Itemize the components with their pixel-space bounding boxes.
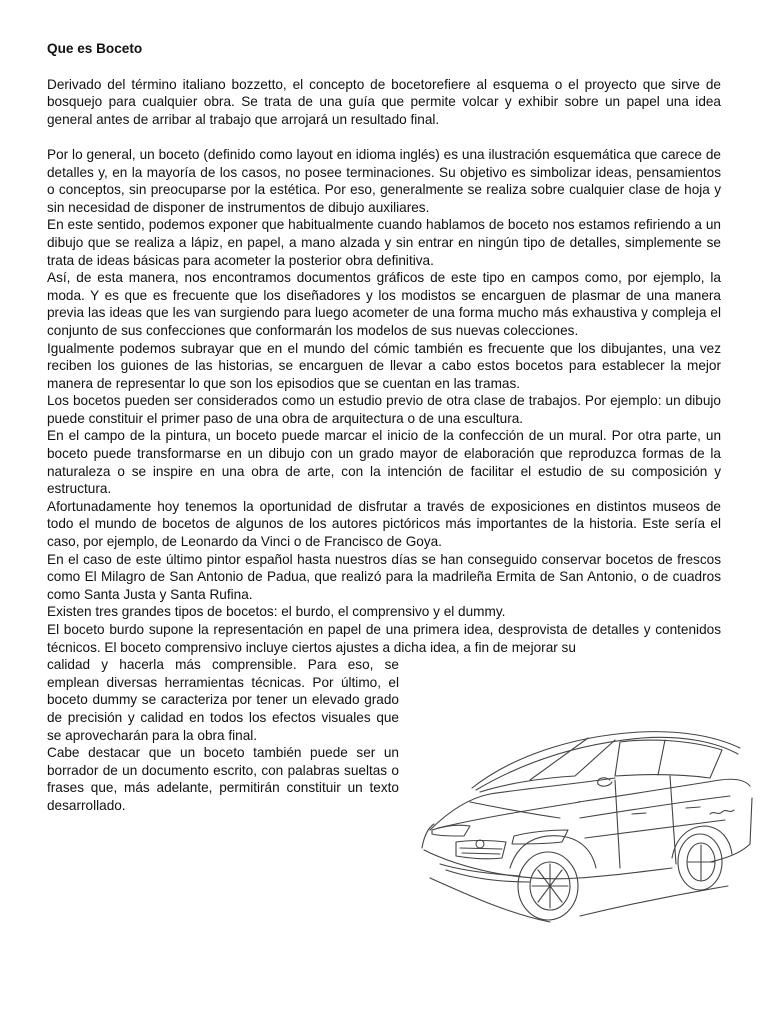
paragraph-11: El boceto burdo supone la representación en papel de una primera idea, desprovista de detalles y contenidos técnicos. El boceto comprensivo incluye ciertos ajustes a dicha idea, a fin de mejorar su	[47, 622, 721, 655]
paragraph-10: Existen tres grandes tipos de bocetos: el burdo, el comprensivo y el dummy.	[47, 604, 506, 620]
car-sketch-icon	[410, 718, 758, 930]
paragraph-9: En el caso de este último pintor español hasta nuestros días se han conseguido conservar bocetos de frescos como El Milagro de San Antonio de Padua, que realizó para la madrileña Ermita de San Antonio, o de cuadros como Santa Justa y Santa Rufina.	[47, 551, 721, 602]
narrow-text-column	[47, 656, 399, 814]
paragraph-5: Igualmente podemos subrayar que en el mundo del cómic también es frecuente que los dibujantes, una vez reciben los guiones de las historias, se encarguen de llevar a cabo estos bocetos para establecer la mejor manera de representar lo que son los episodios que se cuentan en las tramas.	[47, 340, 721, 391]
paragraph-8: Afortunadamente hoy tenemos la oportunidad de disfrutar a través de exposiciones en distintos museos de todo el mundo de bocetos de algunos de los autores pictóricos más importantes de la historia. Este sería el caso, por ejemplo, de Leonardo da Vinci o de Francisco de Goya.	[47, 498, 721, 550]
paragraph-2: Por lo general, un boceto (definido como layout en idioma inglés) es una ilustración esquemática que carece de detalles y, en la mayoría de los casos, no posee terminaciones. Su objetivo es simbolizar ideas, pensamientos o conceptos, sin preocuparse por la estética. Por eso, generalmente se realiza sobre cualquier clase de hoja y sin necesidad de disponer de instrumentos de dibujo auxiliares.	[47, 146, 721, 215]
paragraph-4: Así, de esta manera, nos encontramos documentos gráficos de este tipo en campos como, por ejemplo, la moda. Y es que es frecuente que los diseñadores y los modistos se encarguen de plasmar de una manera previa las ideas que les van surgiendo para luego acometer de una forma mucho más exhaustiva y compleja el conjunto de sus confecciones que conformarán los modelos de sus nuevas colecciones.	[47, 270, 721, 338]
paragraph-6: Los bocetos pueden ser considerados como un estudio previo de otra clase de trabajos. Por ejemplo: un dibujo puede constituir el primer paso de una obra de arquitectura o de una escultura.	[47, 393, 721, 426]
paragraph-13: Cabe destacar que un boceto también puede ser un borrador de un documento escrito, con palabras sueltas o frases que, más adelante, permitirán constituir un texto desarrollado.	[47, 745, 399, 813]
paragraph-12: calidad y hacerla más comprensible. Para eso, se emplean diversas herramientas técnicas. Por último, el boceto dummy se caracteriza por tener un elevado grado de precisión y calidad en todos los efectos visuales que se aprovecharán para la obra final.	[47, 657, 399, 743]
paragraph-7: En el campo de la pintura, un boceto puede marcar el inicio de la confección de un mural. Por otra parte, un boceto puede transformarse en un dibujo con un grado mayor de elaboración que reproduzca formas de la naturaleza o se inspire en una obra de arte, con la intención de facilitar el estudio de su composición y estructura.	[47, 428, 721, 497]
paragraph-3: En este sentido, podemos exponer que habitualmente cuando hablamos de boceto nos estamos refiriendo a un dibujo que se realiza a lápiz, en papel, a mano alzada y sin entrar en ningún tipo de detalles, simplemente se trata de ideas básicas para acometer la posterior obra definitiva.	[47, 217, 721, 268]
document-title: Que es Boceto	[47, 41, 143, 56]
paragraph-1: Derivado del término italiano bozzetto, el concepto de bocetorefiere al esquema o el proyecto que sirve de bosquejo para cualquier obra. Se trata de una guía que permite volcar y exhibir sobre un papel una idea general antes de arribar al trabajo que arrojará un resultado final.	[47, 76, 721, 127]
document-page	[47, 40, 721, 815]
